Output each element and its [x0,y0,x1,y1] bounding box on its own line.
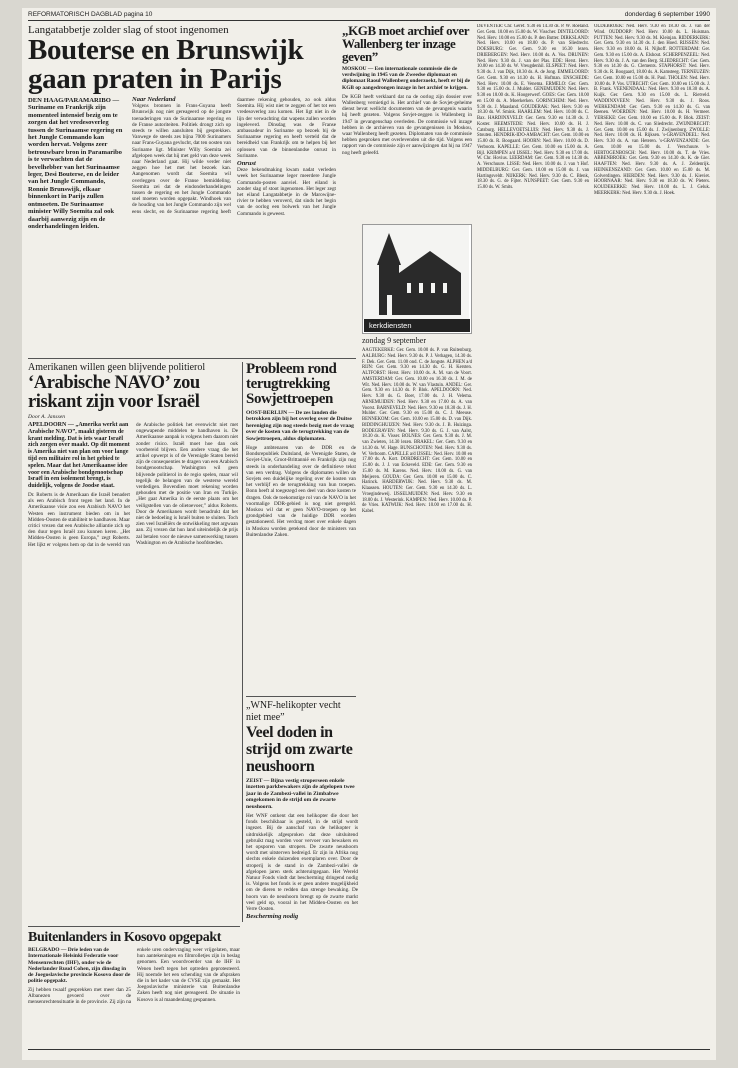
kgb-article [342,24,472,220]
main-article-body [132,97,336,217]
church-listing-1: AAGTEKERKE: Ger. Gem. 10.00 ds. P. van Ruitenburg. AALBURG: Ned. Herv. 9.30 ds. P. J. Verhagen, 14.30 ds. F. Dek. Ger. Gem. 11.00 ond. C. de Jongste. ALPHEN a/d RIJN: Ger. Gem. 9.30 en 14.30 ds. G. H. Kersten. ALTFORST: Herst. Herv. 10.00 ds. A. M. van de Voort. AMSTERDAM: Ger. Gem. 10.00 en 16.30 ds. J. M. de Wit. Ned. Herv. 10.00 ds. W. van Vlastuin. ANDEL: Ger. Gem. 9.30 en 14.30 ds. P. Blok. APELDOORN: Ned. Herv. 9.30 ds. G. Boer, 17.00 ds. J. H. Velema. ARNEMUIDEN: Ned. Herv. 9.30 en 17.00 ds. A. van Voorst. BARNEVELD: Ned. Herv. 9.30 en 18.30 ds. J. H. Mulder. Ger. Gem. 9.30 en 15.00 ds. C. J. Meeuse. BENNEKOM: Ger. Gem. 10.00 en 15.00 ds. D. van Dijk. BIDDINGHUIZEN: Ned. Herv. 9.30 ds. J. B. Huizinga. BODEGRAVEN: Ned. Herv. 9.30 ds. G. J. van Aalst, 18.30 ds. K. Visser. BOLNES: Ger. Gem. 9.30 ds. J. M. van Zwieten, 14.30 lezen. BRAKEL: Ger. Gem. 9.30 en 14.30 ds. W. Hage. BUNSCHOTEN: Ned. Herv. 9.30 ds. W. Verboom. CAPELLE a/d IJSSEL: Ned. Herv. 10.00 en 17.00 ds. A. Kort. DORDRECHT: Ger. Gem. 10.00 en 15.00 ds. J. J. van Eckeveld. EDE: Ger. Gem. 9.30 en 15.00 ds. M. Karens. Ned. Herv. 10.00 ds. G. van Meijeren. GOUDA: Ger. Gem. 10.00 en 15.00 ds. C. Harinck. HARDERWIJK: Ned. Herv. 9.30 ds. M. Klaassen. HOUTEN: Ger. Gem. 9.30 en 14.30 ds. L. Vroegindeweij. IJSSELMUIDEN: Ned. Herv. 9.30 en 18.00 ds. J. Westerink. KAMPEN: Ned. Herv. 10.00 ds. P. de Vries. KATWIJK: Ned. Herv. 10.00 en 17.00 ds. H. Kabel. [362,348,472,514]
main-article-subhead: Naar Nederland [132,96,176,103]
soviet-article-lead: OOST-BERLIJN — De zes landen die betrokken zijn bij het overleg over de Duitse hereniging zijn nog steeds bezig met de vraag over de kosten van de terugtrekking van de Sowjettroepen, aldus diplomaten. [246,410,354,442]
main-article-tail-text: Deze bekendmaking kwam nadat verleden week het Surinaamse leger meerdere Jungle Commando-posten aanviel. Het eiland is zonder slag of stoot ingenomen. Het leger zegt het eiland Langatabbetje in de Marowijne-rivier te hebben veroverd, dat sinds het begin van de oorlog een bolwerk van het Jungle Commando is geweest. [237,167,336,217]
church-listing-3: OLDEBROEK: Ned. Herv. 9.30 en 18.30 ds. J. van der Wind. OUDDORP: Ned. Herv. 10.00 ds. L. Huisman. PUTTEN: Ned. Herv. 9.30 ds. M. Kleinjan. RIDDERKERK: Ger. Gem. 9.30 en 14.30 ds. J. den Hoed. RIJSSEN: Ned. Herv. 9.30 en 18.00 ds. H. Nijhoff. ROTTERDAM: Ger. Gem. 9.30 en 15.00 ds. A. Elshout. SCHERPENZEEL: Ned. Herv. 9.30 ds. J. A. van den Berg. SLIEDRECHT: Ger. Gem. 9.30 en 14.30 ds. G. Clements. STAPHORST: Ned. Herv. 9.30 ds. R. Boogaard, 18.00 ds. A. Kamsteeg. TERNEUZEN: Ger. Gem. 10.00 en 15.00 ds. H. Paul. THOLEN: Ned. Herv. 10.00 ds. P. Vos. UTRECHT: Ger. Gem. 10.00 en 15.00 ds. J. B. Frank. VEENENDAAL: Ned. Herv. 9.30 en 18.30 ds. A. Kuijk. Ger. Gem. 9.30 en 15.00 ds. L. Rietveld. WADDINXVEEN: Ned. Herv. 9.30 ds. J. Roos. WERKENDAM: Ger. Gem. 9.30 en 14.30 ds. G. van Reenen. WOERDEN: Ned. Herv. 10.00 ds. H. Vermeer. YERSEKE: Ger. Gem. 10.00 en 15.00 ds. P. Blok. ZEIST: Ned. Herv. 10.00 ds. C. van Sliedrecht. ZWIJNDRECHT: Ger. Gem. 10.00 en 15.00 ds. J. Zwijnenburg. ZWOLLE: Ned. Herv. 10.00 ds. H. Rijksen. 's-GRAVENDEEL: Ned. Herv. 9.30 ds. A. van Heteren. 's-GRAVENZANDE: Ger. Gem. 10.00 en 15.00 ds. J. Verschuure. 's-HERTOGENBOSCH: Ned. Herv. 10.00 ds. T. de Vries. ABBENBROEK: Ger. Gem. 9.30 en 14.30 ds. K. de Gier. HAAFTEN: Ned. Herv. 9.30 ds. A. J. Zeldenrijk. HEINKENSZAND: Ger. Gem. 10.00 en 15.00 ds. M. Golverdingen. HIERDEN: Ned. Herv. 9.30 ds. J. Kieviet. HOORNAAR: Ned. Herv. 9.30 en 18.30 ds. W. Pieters. KOUDEKERKE: Ned. Herv. 10.00 ds. L. J. Geluk. MEERKERK: Ned. Herv. 9.30 ds. J. Hoek. [594,24,710,196]
masthead-right: donderdag 6 september 1990 [624,11,710,18]
church-services-column-3 [594,24,710,1042]
arab-article-kicker: Amerikanen willen geen blijvende politierol [28,362,206,373]
church-services-column-2 [477,24,589,1042]
wnf-article-lead: ZEIST — Bijna vestig stroperseen enkele inzetten parkbewakers zijn de afgelopen twee jaar in de Zambezi-vallei in Zimbabwe omgekomen in de strijd om de zwarte neushoorn. [246,778,355,810]
section-divider [246,696,356,697]
kgb-article-lead: MOSKOU — Een internationale commissie die de verdwijning in 1945 van de Zweedse diplomaat en diplomaat Raoul Wallenberg onderzoekt, heeft er bij de KGB op aangedrongen inzage in het archief te krijgen. [342,66,470,91]
kgb-article-headline: „KGB moet archief over Wallenberg ter inzage geven” [342,24,469,64]
arab-article-byline: Door A. Janssen [28,414,66,420]
church-illustration [363,225,469,319]
masthead-left: REFORMATORISCH DAGBLAD pagina 10 [28,11,153,18]
wnf-article-kicker: „WNF-helikopter vecht niet mee” [246,700,341,723]
main-article-headline: Bouterse en Brunswijk gaan praten in Parijs [28,34,304,95]
wnf-article-body [246,813,358,920]
arab-article-lead: APELDOORN — „Amerika werkt aan Arabische NAVO”, maakt gisteren de krant melding. Dat is iets waar Israël zich zorgen over maakt. Op dit moment is Amerika niet van plan om voor lange tijd een militaire rol in het gebied te spelen. Maar dat het Amerikaanse idee voor een Arabische bondgenootschap Israël in een isolement brengt, is duidelijk, volgens de Joodse staat. [28,422,130,490]
main-article-kicker: Langatabbetje zolder slag of stoot ingenomen [28,24,229,36]
kosovo-article [28,930,240,1054]
church-photo-label: kerkdiensten [364,319,470,332]
wnf-article-subhead: Bescherming nodig [246,913,299,921]
church-services-column-1 [362,334,472,1034]
main-article-tail-subhead: Onrust [237,160,256,168]
main-article-body-text: Volgens bronnen in Frans-Guyana heeft Brunswijk nog niet gereageerd op de jongste toenaderingen van de Surinaamse regering en de Franse autoriteiten. Politiek drongt zich op steeds te willen aansluiten bij gesprekken. Vanwege de steeds zes bijna 7000 Surinamers naar Frans-Guyana gevlucht, dat ten oosten van Suriname ligt. Minister Willy Soemita zei afgelopen week dat hij met geld van deze week naar Nederland gaat. Hij wilde verder niet zeggen hoe het met het bezoek kan. Aangenomen wordt dat Soemita wil overleggen over de Franse bemiddeling. Soemita zei dat de eindonderhandelingen tussen de regering en het Jungle Commando snel moeten worden opgepakt. Windhoek van de houding van het Jungle Commando zijn wel eens slecht, en de Surinaamse regering heeft daarmee rekening gehouden, zo ook aldus Soemita. Hij wist niet te zeggen of het tot een vredesoverleg zou komen. Het ligt niet in de lijn der verwachting dat wapens zullen worden ingeleverd. Dinsdag was de Franse ambassadeur in Suriname op bezoek bij de Surinaamse regering en heeft verteld dat de bereidheid van Frankrijk om te helpen bij het oplossen van de binnenlandse onrust in Suriname. [132,97,336,215]
wnf-rhino-article [246,700,358,1054]
kgb-article-body: De KGB heeft verklaard dat na de oorlog zijn dossier over Wallenberg vernietigd is. Het archief van de Sovjet-geheime dienst bevat wellicht documenten van de gevangenis waarin hij heeft gezeten. Volgens Sovjet-zeggen is Wallenberg in 1947 in gevangenschap overleden. De commissie wil inzage hebben in de archieven van de gevangenissen in Moskou, waar Wallenberg heeft gezeten. Diplomaten van de commissie hebben gesproken met overlevenden uit die tijd. Volgens een rapport van de commissie zijn er aanwijzingen dat hij na 1947 nog heeft geleefd. [342,93,472,156]
wnf-article-body-text: Het WNF ontkent dat een helikopter die door het fonds beschikbaar is gesteld, in de strijd wordt ingezet. Bij de aanschaf van de helikopter is uitdrukkelijk afgesproken dat deze uitsluitend gebruikt mag worden voor vervoer van bewakers en het opsporen van stropers. De zwarte neushoorn wordt met uitsterven bedreigd. Er zijn in Afrika nog slechts enkele duizenden exemplaren over. Door de stroperij is de stand in de Zambezi-vallei de afgelopen jaren sterk achteruitgegaan. Het Wereld Natuur Fonds vindt dat bescherming dringend nodig is. Volgens het fonds is er geen andere mogelijkheid om de dieren te redden dan strenge bewaking. De hoorn van de neushoorn brengt op de zwarte markt veel geld op, vooral in het Midden-Oosten en het Verre Oosten. [246,813,358,913]
soviet-article-body: Hoge ambtenaren van de DDR en de Bondsrepubliek Duitsland, de Verenigde Staten, de Sovjet-Unie, Groot-Brittannië en Frankrijk zijn nog steeds in onderhandeling over de definitieve tekst van een verdrag. Volgens de diplomaten willen de Sovjets een duidelijke regeling over de kosten van het verblijf en de terugtrekking van hun troepen. Bonn heeft al toegezegd een deel van deze kosten te dragen. Ook de toekomstige rol van de NAVO in het voormalige DDR-gebied is nog niet geregeld. Moskou wil dat er geen NAVO-troepen op het grondgebied van de huidige DDR worden gestationeerd. Het verdrag moet over enkele dagen in Moskou worden getekend door de ministers van Buitenlandse Zaken. [246,445,356,538]
page-masthead [28,10,710,21]
church-date-heading: zondag 9 september [362,336,426,345]
church-photo [362,224,472,334]
kosovo-article-lead: BELGRADO — Drie leden van de Internationale Helsinki Federatie voor Mensenrechten (IHF), onder wie de Nederlander Ruud Cohen, zijn dinsdag in de Joegoslavische provincie Kosovo door de politie opgepakt. [28,947,131,985]
wnf-article-headline: Veel doden in strijd om zwarte neushoorn [246,724,353,775]
arab-article-headline: ‘Arabische NAVO’ zou riskant zijn voor Israël [28,373,200,412]
arab-nato-article [28,362,238,922]
arab-article-body: Dr. Roberts is de Amerikaan die Israël benadert als een Arabisch front tegen het land. In de Amerikaanse visie zou een Arabisch NAVO het Westen een instrument bieden om in het Midden-Oosten de stabiliteit te handhaven. Maar critici vrezen dat een Arabische alliantie zich op den duur tegen Israël zou kunnen keren. „Het Midden-Oosten is geen Europa,” zegt Roberts. Het lijkt er volgens hem op dat in de wereld van de Arabische politiek het evenwicht niet met ongewapende middelen te handhaven is. De Amerikaanse aanpak is volgens hem daarom niet zonder risico. Israël moet hoe dan ook voorbereid blijven. Een andere vraag die het artikel opwerpt is of de Verenigde Staten bereid zijn de consequenties te dragen van een Arabisch bondgenootschap. Washington wil geen blijvende politierol in de regio spelen, maar wil tegelijk de belangen van de westerse wereld verdedigen. Bovendien moet rekening worden gehouden met de positie van Iran en Turkije. „Het gaat Amerika in de eerste plaats om het veiligstellen van de olietoevoer,” aldus Roberts. Door de Amerikanen wordt benadrukt dat het niet de bedoeling is Israël buiten te sluiten. Toch zien veel Israëliërs de ontwikkeling met argwaan aan. Zij vrezen dat hun land uiteindelijk de prijs zal betalen voor de nieuwe samenwerking tussen Washington en de Arabische hoofdsteden. [28,422,238,548]
main-article [28,24,336,356]
column-rule [242,362,243,922]
soviet-article-headline: Probleem rond terugtrekking Sowjettroepen [246,362,337,407]
church-listing-2: DEVENTER: Chr. Geref. 9.30 en 14.30 ds. P. W. Roeland. Ger. Gem. 10.00 en 15.00 ds. W. Visscher. DINTELOORD: Ned. Herv. 10.00 en 15.00 ds. P. den Butter. DIRKSLAND: Ned. Herv. 10.00 en 18.00 ds. P. van Sliedrecht. DOESBURG: Ger. Gem. 9.30 en 16.30 lezen. DRIEBERGEN: Ned. Herv. 10.00 ds. A. Vos. DRUNEN: Ned. Herv. 9.30 ds. J. van der Plas. EDE: Herst. Herv. 10.00 en 14.30 ds. W. Vreugdenhil. ELSPEET: Ned. Herv. 9.30 ds. J. van Dijk, 18.30 ds. A. de Jong. EMMELOORD: Ger. Gem. 9.30 en 14.30 ds. H. Hofman. ENSCHEDE: Ned. Herv. 10.00 ds. E. Venema. ERMELO: Ger. Gem. 9.30 en 15.00 ds. J. Mulder. GENEMUIDEN: Ned. Herv. 9.30 en 18.00 ds. K. Hoogerwerf. GOES: Ger. Gem. 10.00 en 15.00 ds. A. Moerkerken. GORINCHEM: Ned. Herv. 9.30 ds. J. Maasland. GOUDERAK: Ned. Herv. 9.30 en 18.30 ds. W. Smink. HAARLEM: Ned. Herv. 10.00 ds. C. Bax. HARDINXVELD: Ger. Gem. 9.30 en 14.30 ds. J. Koster. HEEMSTEDE: Ned. Herv. 10.00 ds. H. J. Catsburg. HELLEVOETSLUIS: Ned. Herv. 9.30 ds. J. Stouten. HENDRIK-IDO-AMBACHT: Ger. Gem. 10.00 en 15.00 ds. R. Boogaard. HOORN: Ned. Herv. 10.00 ds. D. Verboom. KAPELLE: Ger. Gem. 10.00 en 15.00 ds. A. Bijl. KRIMPEN a/d IJSSEL: Ned. Herv. 9.30 en 17.00 ds. W. Chr. Hovius. LEERDAM: Ger. Gem. 9.30 en 14.30 ds. A. Verschuure. LISSE: Ned. Herv. 10.00 ds. J. van 't Hof. MIDDELBURG: Ger. Gem. 10.00 en 15.00 ds. J. van Hartingsveldt. NIJKERK: Ned. Herv. 9.30 ds. C. Blenk, 18.30 ds. G. de Fijter. NUNSPEET: Ger. Gem. 9.30 en 15.00 ds. W. Smits. [477,24,589,190]
kosovo-article-headline: Buitenlanders in Kosovo opgepakt [28,930,221,945]
section-divider [28,926,240,927]
newspaper-page [22,8,716,1060]
kosovo-article-body: Zij hebben twaalf gesprekken met meer dan 25 Albanezen gevoerd over de mensenrechtensituatie in de provincie. Zij zijn na enkele uren ondervraging weer vrijgelaten, maar hun aantekeningen en filmrolletjes zijn in beslag genomen. Een woordvoerder van de IHF in Wenen heeft tegen het optreden geprotesteerd. Hij noemde het een schending van de afspraken die in het kader van de CVSE zijn gemaakt. Het Joegoslavische ministerie van Buitenlandse Zaken heeft nog niet gereageerd. De situatie in Kosovo is al maandenlang gespannen. [28,947,240,1006]
footer-rule [28,1049,710,1050]
section-divider [28,358,356,359]
soviet-troops-article [246,362,356,692]
main-article-lead: DEN HAAG/PARAMARIBO — Suriname en Frankrijk zijn momenteel intensief bezig om te zorgen dat het vredesoverleg tussen de Surinaamse regering en het Jungle Commando kan worden hervat. Volgens zeer betrouwbare bron in Paramaribo is te verwachten dat de bevelhebber van het Surinaamse leger, Desi Bouterse, en de leider van het Jungle Commando, Ronnie Brunswijk, elkaar binnenkort in Parijs zullen ontmoeten. De Surinaamse minister Willy Soemita zal ook daarbij aanwezig zijn en de onderhandelingen leiden. [28,97,123,230]
